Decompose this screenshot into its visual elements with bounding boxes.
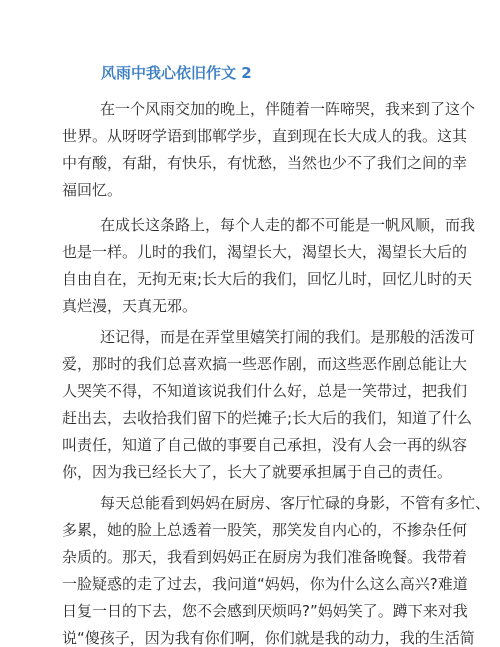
paragraph-line: 中有酸，有甜，有快乐，有忧愁，当然也少不了我们之间的幸 bbox=[62, 154, 468, 172]
paragraph-line: 每天总能看到妈妈在厨房、客厅忙碌的身影，不管有多忙、 bbox=[100, 494, 491, 512]
paragraph-line: 真烂漫，天真无邪。 bbox=[62, 297, 198, 315]
paragraph-line: 一脸疑惑的走了过去，我问道“妈妈，你为什么这么高兴?难道 bbox=[62, 575, 468, 593]
paragraph-line: 日复一日的下去，您不会感到厌烦吗?”妈妈笑了。蹲下来对我 bbox=[62, 602, 468, 620]
paragraph-line: 多累，她的脸上总透着一股笑，那笑发自内心的，不掺杂任何 bbox=[62, 521, 468, 539]
paragraph-line: 人哭笑不得，不知道该说我们什么好，总是一笑带过，把我们 bbox=[62, 382, 468, 400]
paragraph-line: 在成长这条路上，每个人走的都不可能是一帆风顺，而我 bbox=[100, 216, 476, 234]
paragraph-line: 世界。从呀呀学语到邯郸学步，直到现在长大成人的我。这其 bbox=[62, 127, 468, 145]
paragraph-line: 说“傻孩子，因为我有你们啊，你们就是我的动力，我的生活简 bbox=[62, 629, 475, 647]
paragraph-line: 叫责任，知道了自己做的事要自己承担，没有人会一再的纵容 bbox=[62, 436, 468, 454]
paragraph-line: 也是一样。儿时的我们，渴望长大，渴望长大，渴望长大后的 bbox=[62, 243, 468, 261]
essay-title: 风雨中我心依旧作文 2 bbox=[101, 64, 252, 82]
paragraph-line: 福回忆。 bbox=[62, 181, 123, 199]
paragraph-line: 赶出去，去收拾我们留下的烂摊子;长大后的我们，知道了什么 bbox=[62, 409, 473, 427]
paragraph-line: 自由自在，无拘无束;长大后的我们，回忆儿时，回忆儿时的天 bbox=[62, 270, 473, 288]
paragraph-line: 杂质的。那天，我看到妈妈正在厨房为我们准备晚餐。我带着 bbox=[62, 548, 468, 566]
paragraph-line: 在一个风雨交加的晚上，伴随着一阵啼哭，我来到了这个 bbox=[100, 100, 476, 118]
paragraph-line: 你，因为我已经长大了，长大了就要承担属于自己的责任。 bbox=[62, 463, 453, 481]
paragraph-line: 爱，那时的我们总喜欢搞一些恶作剧，而这些恶作剧总能让大 bbox=[62, 355, 468, 373]
paragraph-line: 还记得，而是在弄堂里嬉笑打闹的我们。是那般的活泼可 bbox=[100, 328, 476, 346]
